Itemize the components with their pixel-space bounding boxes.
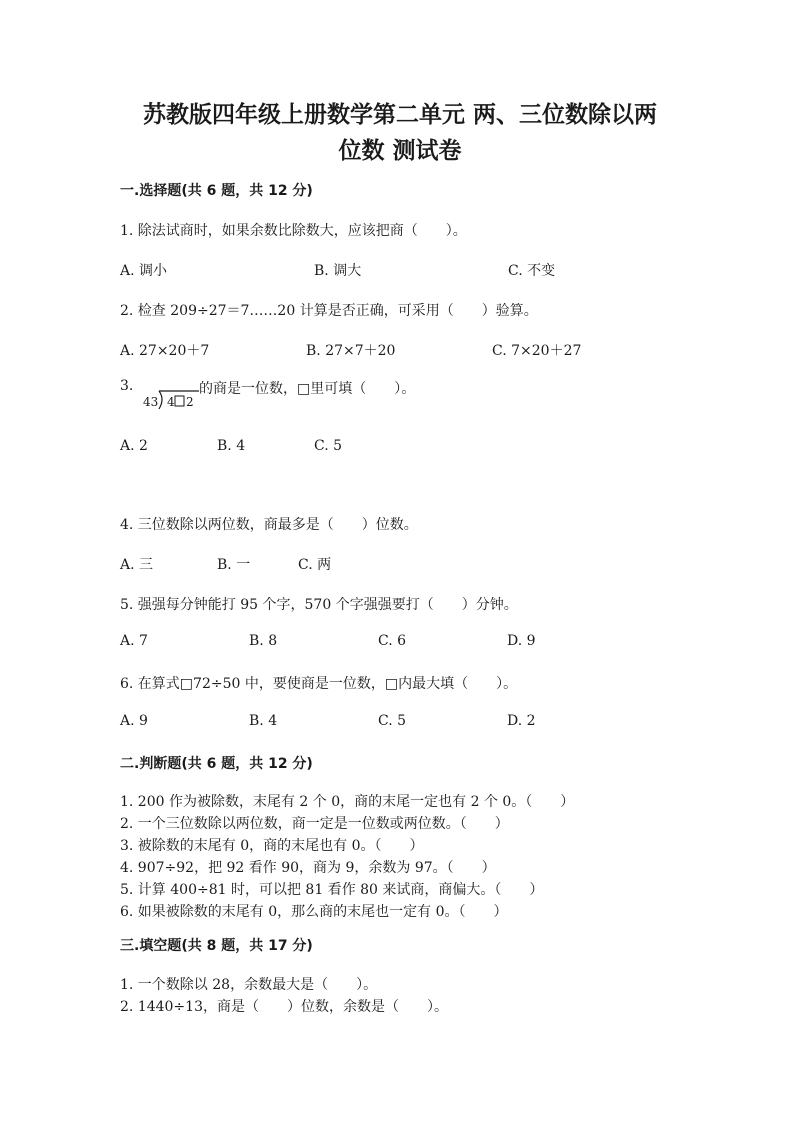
judge-item-5: 5. 计算 400÷81 时，可以把 81 看作 80 来试商，商偏大。（ ） — [120, 882, 544, 898]
division-bracket-icon — [157, 389, 201, 411]
judge-item-1: 1. 200 作为被除数，末尾有 2 个 0，商的末尾一定也有 2 个 0。（ ） — [120, 794, 575, 810]
question-6-option-a: A. 9 — [120, 713, 148, 729]
section-heading-fill: 三.填空题(共 8 题，共 17 分) — [120, 938, 313, 954]
question-5-option-c: C. 6 — [378, 633, 407, 649]
question-1-option-a: A. 调小 — [120, 263, 168, 279]
question-4-option-a: A. 三 — [120, 557, 154, 573]
question-2-stem: 2. 检查 209÷27＝7……20 计算是否正确，可采用（ ）验算。 — [120, 303, 538, 319]
question-3-stem: 的商是一位数，□里可填（ ）。 — [199, 381, 416, 397]
judge-item-2: 2. 一个三位数除以两位数，商一定是一位数或两位数。（ ） — [120, 816, 509, 832]
question-2-option-a: A. 27×20＋7 — [120, 343, 210, 359]
question-5-option-d: D. 9 — [507, 633, 536, 649]
fill-item-2: 2. 1440÷13，商是（ ）位数，余数是（ ）。 — [120, 999, 448, 1015]
question-3-option-c: C. 5 — [314, 438, 343, 454]
question-5-option-a: A. 7 — [120, 633, 148, 649]
long-division-figure — [143, 388, 199, 410]
question-4-stem: 4. 三位数除以两位数，商最多是（ ）位数。 — [120, 517, 418, 533]
judge-item-6: 6. 如果被除数的末尾有 0，那么商的末尾也一定有 0。（ ） — [120, 904, 508, 920]
question-6-option-c: C. 5 — [378, 713, 407, 729]
question-5-option-b: B. 8 — [249, 633, 278, 649]
question-3-option-a: A. 2 — [120, 438, 148, 454]
section-heading-judge: 二.判断题(共 6 题，共 12 分) — [120, 756, 313, 772]
fill-item-1: 1. 一个数除以 28，余数最大是（ ）。 — [120, 977, 378, 993]
page-title-line2: 位数 测试卷 — [338, 138, 462, 164]
question-6-option-d: D. 2 — [507, 713, 536, 729]
question-2-option-c: C. 7×20＋27 — [492, 343, 582, 359]
division-dividend-prefix: 4 — [167, 395, 175, 409]
judge-item-4: 4. 907÷92，把 92 看作 90，商为 9，余数为 97。（ ） — [120, 860, 496, 876]
question-2-option-b: B. 27×7＋20 — [306, 343, 396, 359]
section-heading-choice: 一.选择题(共 6 题，共 12 分) — [120, 183, 313, 199]
page-title-line1: 苏教版四年级上册数学第二单元 两、三位数除以两 — [142, 102, 657, 128]
division-dividend-suffix: 2 — [186, 395, 194, 409]
question-1-stem: 1. 除法试商时，如果余数比除数大，应该把商（ ）。 — [120, 223, 467, 239]
question-1-option-c: C. 不变 — [508, 263, 556, 279]
question-5-stem: 5. 强强每分钟能打 95 个字，570 个字强强要打（ ）分钟。 — [120, 597, 518, 613]
question-3-number: 3. — [120, 378, 134, 394]
question-3-option-b: B. 4 — [217, 438, 246, 454]
question-6-option-b: B. 4 — [249, 713, 278, 729]
question-4-option-c: C. 两 — [298, 557, 332, 573]
division-divisor: 43 — [143, 395, 159, 409]
judge-item-3: 3. 被除数的末尾有 0，商的末尾也有 0。（ ） — [120, 838, 424, 854]
question-6-stem: 6. 在算式□72÷50 中，要使商是一位数，□内最大填（ ）。 — [120, 676, 518, 692]
question-4-option-b: B. 一 — [217, 557, 251, 573]
question-1-option-b: B. 调大 — [314, 263, 362, 279]
